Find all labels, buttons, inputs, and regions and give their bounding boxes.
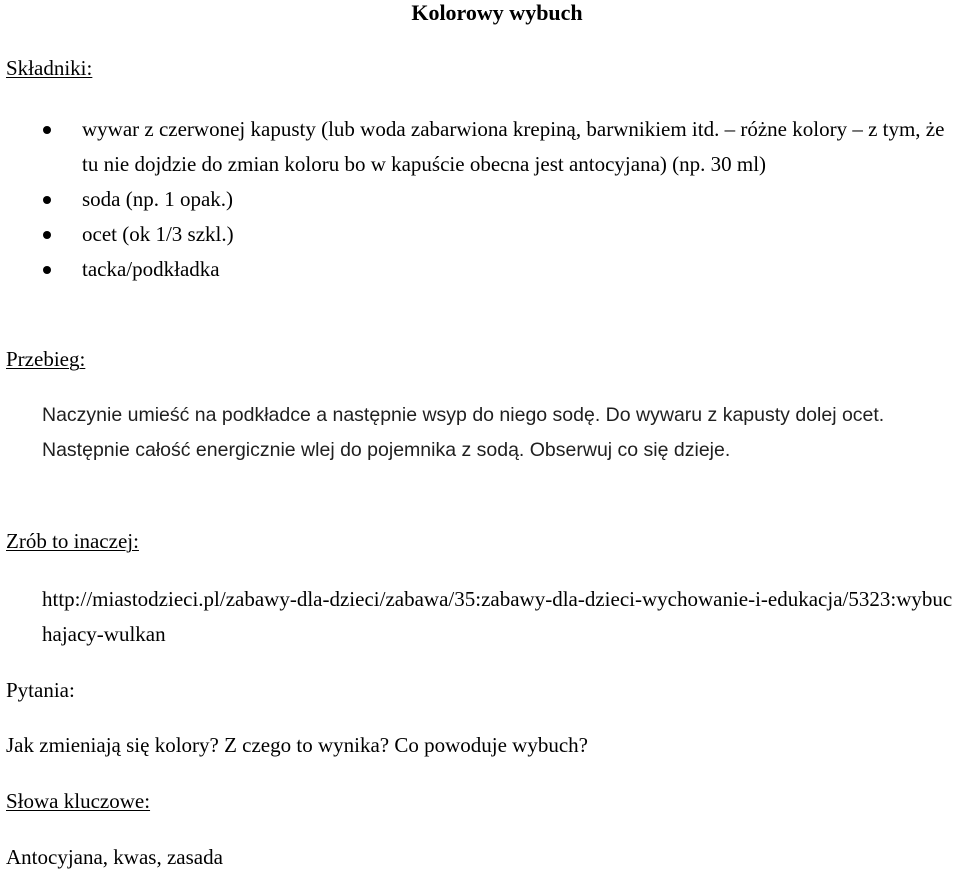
- ingredient-text: wywar z czerwonej kapusty (lub woda zabarwiona krepiną, barwnikiem itd. – różne kolory – z tym, że tu nie dojdzie do zmian koloru bo w kapuście obecna jest antocyjana) (np. 30 ml): [82, 117, 945, 176]
- list-item: [0, 182, 960, 217]
- alternative-link[interactable]: http://miastodzieci.pl/zabawy-dla-dzieci/zabawa/35:zabawy-dla-dzieci-wychowanie-i-edukacja/5323:wybuchajacy-wulkan: [42, 587, 953, 646]
- alternative-heading: Zrób to inaczej:: [6, 529, 139, 553]
- ingredient-text: tacka/podkładka: [82, 257, 220, 281]
- questions-heading: Pytania:: [6, 678, 75, 702]
- ingredients-list: [0, 112, 960, 287]
- bullet-icon: [43, 196, 51, 204]
- keywords-heading: Słowa kluczowe:: [6, 789, 151, 813]
- ingredients-heading: Składniki:: [6, 56, 93, 80]
- keywords-text: Antocyjana, kwas, zasada: [6, 845, 223, 869]
- bullet-icon: [43, 266, 51, 274]
- document-title: Kolorowy wybuch: [411, 0, 583, 25]
- list-item: [0, 112, 960, 182]
- bullet-icon: [43, 231, 51, 239]
- list-item: [0, 217, 960, 252]
- list-item: [0, 252, 960, 287]
- procedure-text: Naczynie umieść na podkładce a następnie wsyp do niego sodę. Do wywaru z kapusty dolej ocet. Następnie całość energicznie wlej do pojemnika z sodą. Obserwuj co się dzieje.: [42, 404, 885, 461]
- ingredient-text: ocet (ok 1/3 szkl.): [82, 222, 234, 246]
- ingredient-text: soda (np. 1 opak.): [82, 187, 234, 211]
- procedure-heading: Przebieg:: [6, 347, 86, 371]
- bullet-icon: [43, 126, 51, 134]
- questions-text: Jak zmieniają się kolory? Z czego to wynika? Co powoduje wybuch?: [6, 733, 588, 757]
